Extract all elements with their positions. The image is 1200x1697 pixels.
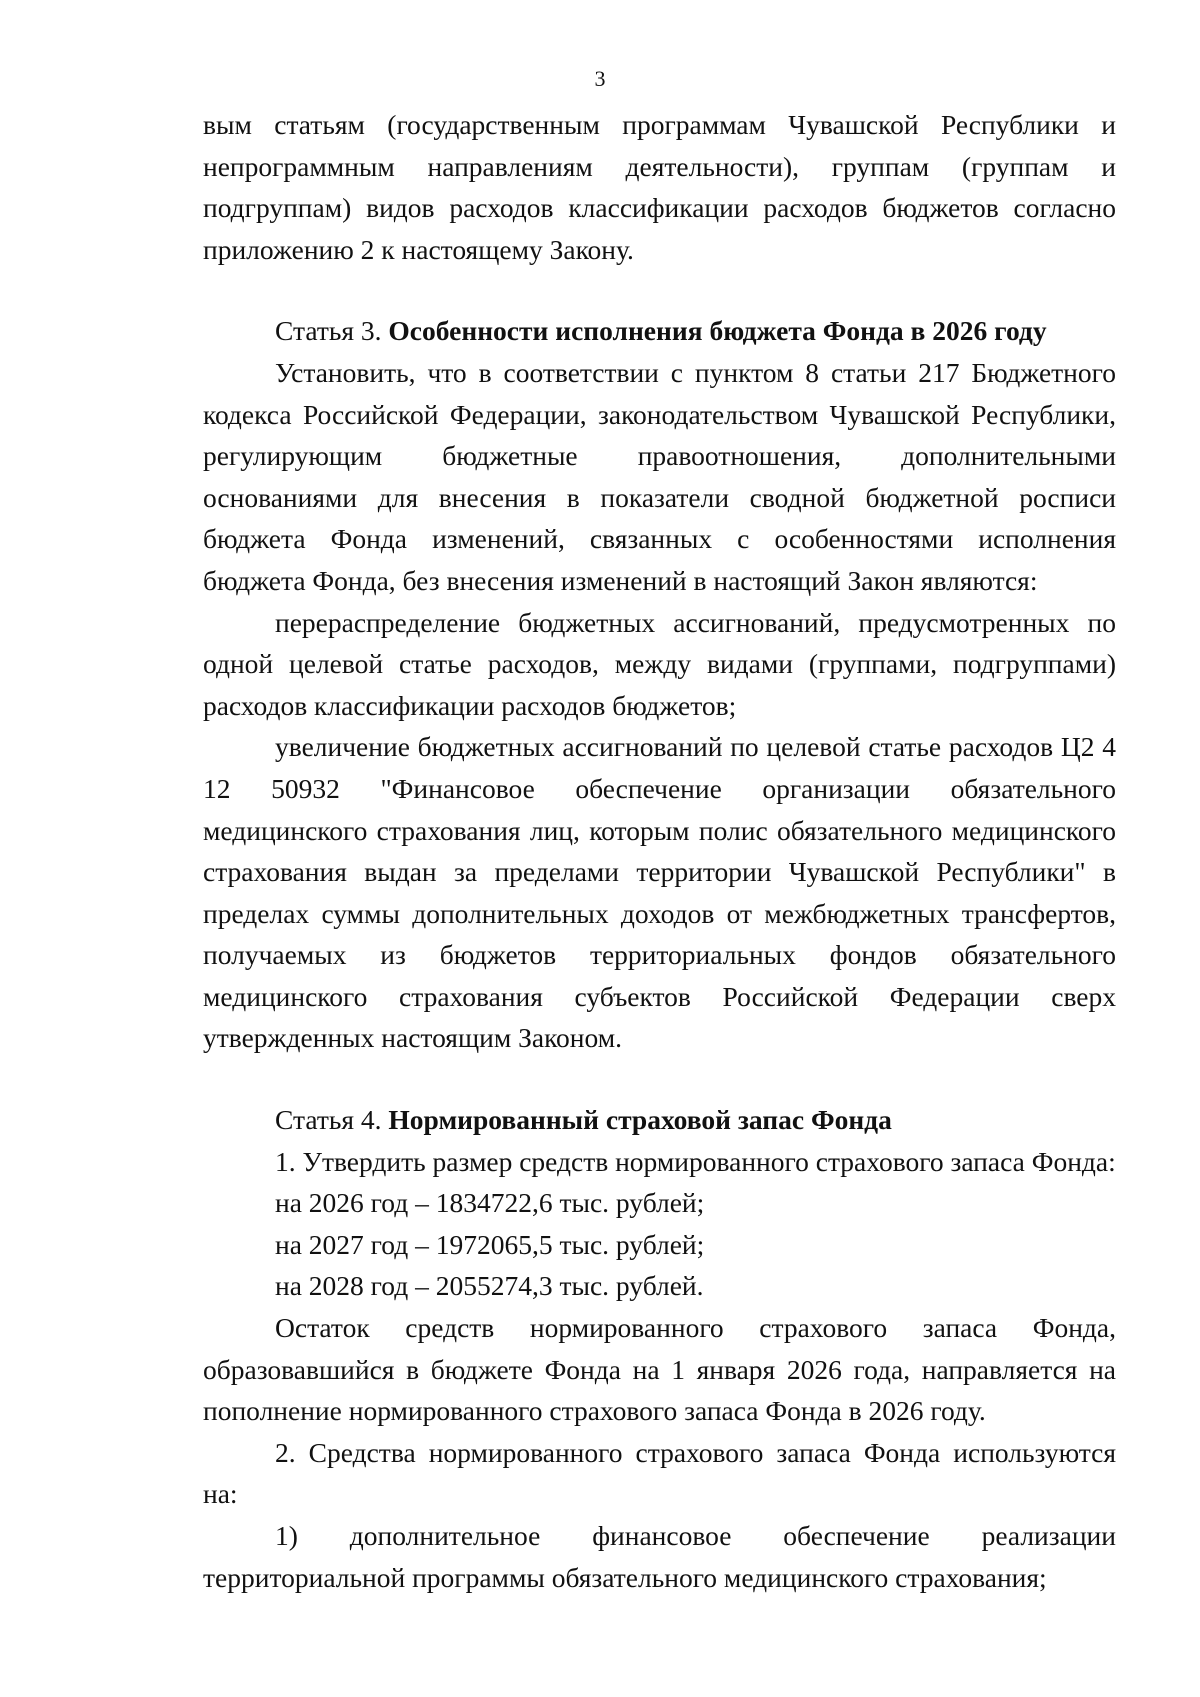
- paragraph-continuation: вым статьям (государственным программам Чувашской Республики и непрограммным направлениям деятельности), группам (группам и подгруппам) видов расходов классификации расходов бюджетов согласно приложению 2 к настоящему Закону.: [203, 109, 1116, 265]
- page-number: 3: [594, 66, 606, 91]
- article-3-heading: [203, 310, 1116, 352]
- article-4-paragraph-3: 2. Средства нормированного страхового запаса Фонда используются на:: [203, 1436, 1116, 1510]
- article-4-heading: [203, 1099, 1116, 1141]
- article-3-title: Особенности исполнения бюджета Фонда в 2026 году: [388, 315, 1047, 347]
- year-line-2027: на 2027 год – 1972065,5 тыс. рублей;: [275, 1228, 705, 1260]
- article-4-paragraph-2: Остаток средств нормированного страхового запаса Фонда, образовавшийся в бюджете Фонда на 1 января 2026 года, направляется на пополнение нормированного страхового запаса Фонда в 2026 году.: [203, 1312, 1116, 1427]
- year-line-2028: на 2028 год – 2055274,3 тыс. рублей.: [275, 1270, 704, 1302]
- article-4-paragraph-1: 1. Утвердить размер средств нормированного страхового запаса Фонда:: [275, 1145, 1116, 1177]
- document-body: [203, 104, 1116, 1598]
- article-3-paragraph-3: увеличение бюджетных ассигнований по целевой статье расходов Ц2 4 12 50932 "Финансовое обеспечение организации обязательного медицинского страхования лиц, которым полис обязательного медицинского страхования выдан за пределами территории Чувашской Республики" в пределах суммы дополнительных доходов от межбюджетных трансфертов, получаемых из бюджетов территориальных фондов обязательного медицинского страхования субъектов Российской Федерации сверх утвержденных настоящим Законом.: [203, 731, 1116, 1054]
- article-3-prefix: Статья 3.: [275, 315, 389, 347]
- article-4-title: Нормированный страховой запас Фонда: [388, 1104, 892, 1136]
- article-4-paragraph-4: 1) дополнительное финансовое обеспечение реализации территориальной программы обязательного медицинского страхования;: [203, 1520, 1116, 1593]
- article-3-paragraph-2: перераспределение бюджетных ассигнований, предусмотренных по одной целевой статье расходов, между видами (группами, подгруппами) расходов классификации расходов бюджетов;: [203, 606, 1116, 721]
- year-line-2026: на 2026 год – 1834722,6 тыс. рублей;: [275, 1187, 705, 1219]
- article-4-prefix: Статья 4.: [275, 1104, 389, 1136]
- article-3-paragraph-1: Установить, что в соответствии с пунктом 8 статьи 217 Бюджетного кодекса Российской Федерации, законодательством Чувашской Республики, регулирующим бюджетные правоотношения, дополнительными основаниями для внесения в показатели сводной бюджетной росписи бюджета Фонда изменений, связанных с особенностями исполнения бюджета Фонда, без внесения изменений в настоящий Закон являются:: [203, 356, 1116, 596]
